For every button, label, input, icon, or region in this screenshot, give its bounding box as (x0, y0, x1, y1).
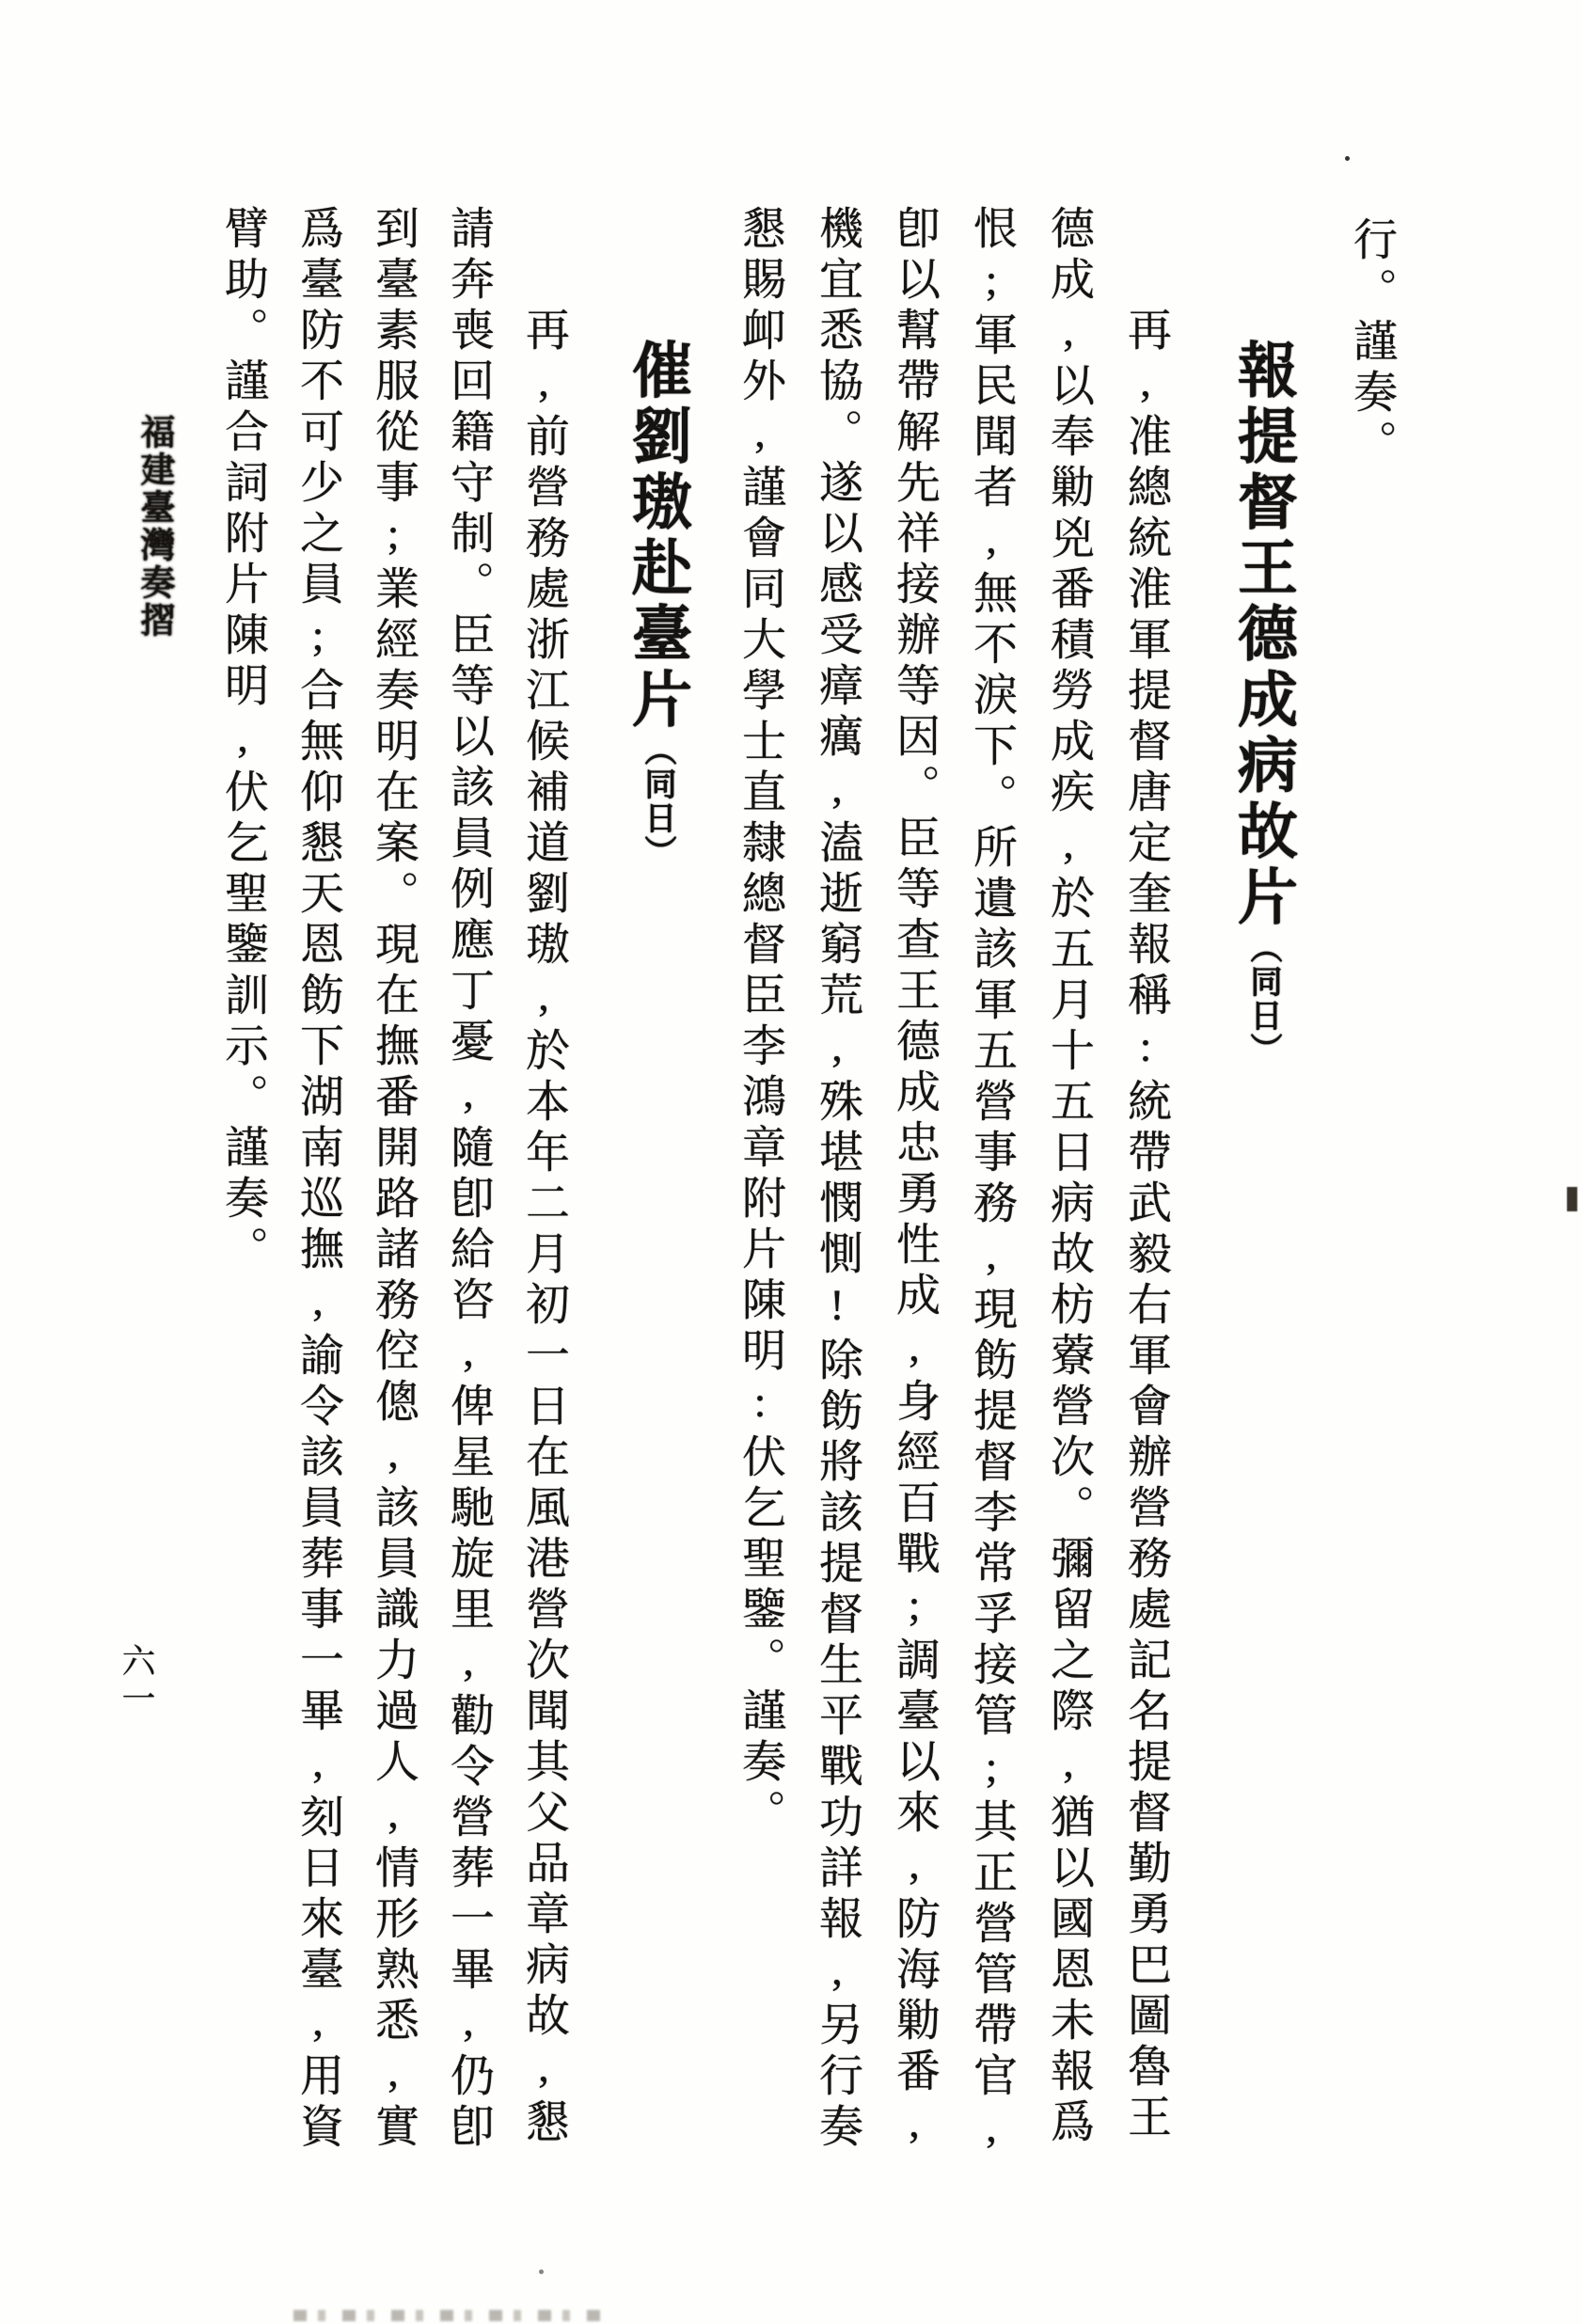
text-column: 卽以幫帶解先祥接辦等因。臣等查王德成忠勇性成,身經百戰;調臺以來,防海勦番, (890, 205, 939, 2154)
scan-speck (1345, 156, 1350, 161)
memorial-title-wang-decheng-text: 報提督王德成病故片 (1229, 339, 1296, 931)
previous-memorial-closing-line: 行。謹奏。 (1347, 216, 1396, 470)
text-column: 再,前營務處浙江候補道劉璈,於本年二月初一日在風港營次聞其父品章病故,懇 (519, 307, 568, 2149)
scan-artifact (293, 2310, 604, 2321)
scan-speck (539, 2269, 544, 2274)
text-column: 爲臺防不可少之員;合無仰懇天恩飭下湖南巡撫,諭令該員葬事一畢,刻日來臺,用資 (293, 205, 342, 2154)
memorial-title-liu-ao-text: 催劉璈赴臺片 (624, 339, 690, 734)
page-number: 六一 (118, 1643, 155, 1718)
text-column: 機宜悉協。遂以感受瘴癘,溘逝窮荒,殊堪憫惻!除飭將該提督生平戰功詳報,另行奏 (813, 205, 862, 2154)
memorial-title-wang-decheng (1228, 339, 1296, 1067)
text-column: 懇賜卹外,謹會同大學士直隸總督臣李鴻章附片陳明:伏乞聖鑒。謹奏。 (736, 205, 784, 1840)
text-column: 請奔喪回籍守制。臣等以該員例應丁憂,隨卽給咨,俾星馳旋里,勸令營葬一畢,仍卽 (444, 205, 493, 2154)
text-column: 臂助。謹合詞附片陳明,伏乞聖鑒訓示。謹奏。 (218, 205, 267, 1276)
memorial-title-liu-ao-date-note: ︵同日︶ (640, 734, 674, 869)
memorial-title-wang-decheng-date-note: ︵同日︶ (1245, 931, 1280, 1067)
text-column: 到臺素服從事;業經奏明在案。現在撫番開路諸務倥傯,該員識力過人,情形熟悉,實 (369, 205, 418, 2154)
text-column: 再,准總統淮軍提督唐定奎報稱:統帶武毅右軍會辦營務處記名提督勤勇巴圖魯王 (1121, 307, 1170, 2144)
text-column: 恨;軍民聞者,無不淚下。所遺該軍五營事務,現飭提督李常孚接管;其正營管帶官, (967, 205, 1016, 2158)
memorial-title-liu-ao (623, 339, 690, 869)
book-margin-title: 福建臺灣奏摺 (134, 414, 173, 640)
scan-edge-fragment (1567, 1187, 1577, 1211)
text-column: 德成,以奉勦兇番積勞成疾,於五月十五日病故枋藔營次。彌留之際,猶以國恩未報爲 (1044, 205, 1093, 2149)
